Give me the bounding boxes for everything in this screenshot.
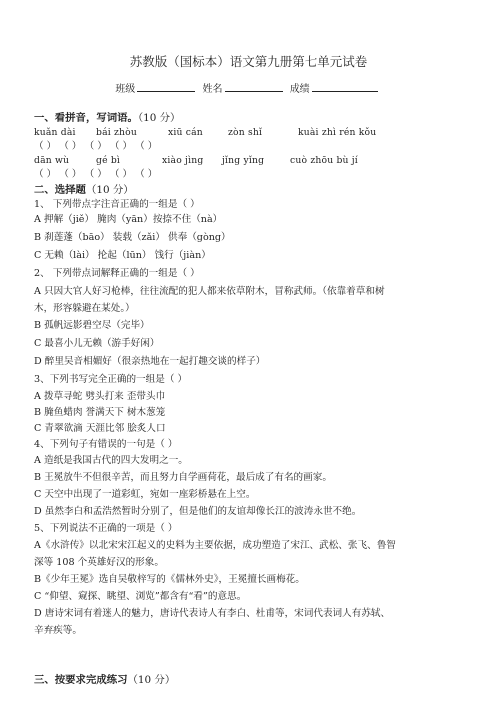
- pinyin-word-9: jǐng yǐng: [222, 155, 265, 166]
- section3-heading: 三、按要求完成练习（10 分）: [34, 674, 176, 686]
- question-2-option-d: D 醉里吴音相媚好（很亲热地在一起打趣交谈的样子）: [34, 356, 266, 367]
- question-2-option-c: C 最喜小儿无赖（游手好闲）: [34, 338, 160, 349]
- pinyin-word-3: xiū cán: [168, 127, 203, 138]
- score-label: 成绩: [289, 84, 310, 95]
- question-4-option-b: B 王冕放牛不但很辛苦，而且努力自学画荷花，最后成了有名的画家。: [34, 472, 332, 483]
- question-2-option-a-line1: A 只因大官人好习枪棒，往往流配的犯人都来依草附木，冒称武师。（依靠着草和树: [34, 286, 385, 297]
- question-1-option-b: B 刹莲蓬（bāo） 装载（zǎi） 供奉（gòng）: [34, 232, 231, 243]
- question-5-option-d-line1: D 唐诗宋词有着迷人的魅力，唐诗代表诗人有李白、杜甫等，宋词代表词人有苏轼、: [34, 608, 391, 619]
- question-5-option-a-line2: 深等 108 个英雄好汉的形象。: [34, 557, 164, 568]
- pinyin-word-2: bái zhòu: [96, 127, 138, 138]
- question-5: 5、下列说法不正确的一项是（ ）: [34, 523, 178, 534]
- question-3-option-b: B 腌鱼蜡肉 誉满天下 树木葱笼: [34, 407, 166, 418]
- pinyin-word-1: kuǎn dài: [34, 127, 76, 138]
- answer-brackets-row1: （ ） （ ） （ ） （ ） （ ）: [34, 141, 158, 152]
- score-blank: [312, 82, 378, 92]
- question-4: 4、下列句子有错误的一句是（ ）: [34, 439, 178, 450]
- question-1: 1、 下列带点字注音正确的一组是（ ）: [34, 199, 200, 210]
- pinyin-word-6: dān wù: [34, 155, 70, 166]
- pinyin-word-5: kuài zhì rén kǒu: [298, 127, 377, 138]
- question-3: 3、下列书写完全正确的一组是（ ）: [34, 374, 188, 385]
- exam-title: 苏教版（国标本）语文第九册第七单元试卷: [129, 54, 368, 69]
- question-5-option-a-line1: A《水浒传》以北宋宋江起义的史料为主要依据，成功塑造了宋江、武松、张飞、鲁智: [34, 540, 396, 551]
- question-1-option-c: C 无赖（lài） 抡起（lūn） 饯行（jiàn）: [34, 250, 211, 261]
- pinyin-word-4: zòn shǐ: [228, 127, 263, 138]
- pinyin-word-7: gé bì: [96, 155, 121, 166]
- name-blank: [225, 82, 283, 92]
- question-5-option-d-line2: 辛弃疾等。: [34, 625, 82, 636]
- pinyin-word-8: xiào jìng: [162, 155, 204, 166]
- question-1-option-a: A 押解（jiě） 腌肉（yān）按捺不住（nà）: [34, 214, 223, 225]
- question-3-option-a: A 拨草寻蛇 劈头打来 歪带头巾: [34, 391, 166, 402]
- section1-heading: 一、看拼音，写词语。（10 分）: [34, 112, 181, 124]
- question-2-option-a-line2: 木，形容躲避在某处。）: [34, 303, 135, 314]
- name-label: 姓名: [202, 84, 223, 95]
- question-5-option-b: B《少年王冕》选自吴敬梓写的《儒林外史》，王冕擅长画梅花。: [34, 574, 305, 585]
- question-4-option-a: A 造纸是我国古代的四大发明之一。: [34, 455, 188, 466]
- class-label: 班级: [115, 84, 136, 95]
- question-4-option-d: D 虽然李白和孟浩然暂时分别了，但是他们的友谊却像长江的波涛永世不绝。: [34, 506, 362, 517]
- question-2-option-b: B 孤帆远影碧空尽（完毕）: [34, 320, 150, 331]
- question-4-option-c: C 天空中出现了一道彩虹，宛如一座彩桥悬在上空。: [34, 489, 256, 500]
- pinyin-word-10: cuò zhōu bù jí: [290, 155, 358, 166]
- question-3-option-c: C 青翠欲滴 天涯比邻 脍炙人口: [34, 423, 166, 434]
- section2-heading: 二、选择题（10 分）: [34, 184, 134, 196]
- answer-brackets-row2: （ ） （ ） （ ） （ ） （ ）: [34, 169, 158, 180]
- question-5-option-c: C “仰望、窥探、眺望、浏览”都含有“看”的意思。: [34, 591, 247, 602]
- class-blank: [137, 82, 195, 92]
- student-info-line: [0, 82, 497, 96]
- question-2: 2、 下列带点词解释正确的一组是（ ）: [34, 268, 200, 279]
